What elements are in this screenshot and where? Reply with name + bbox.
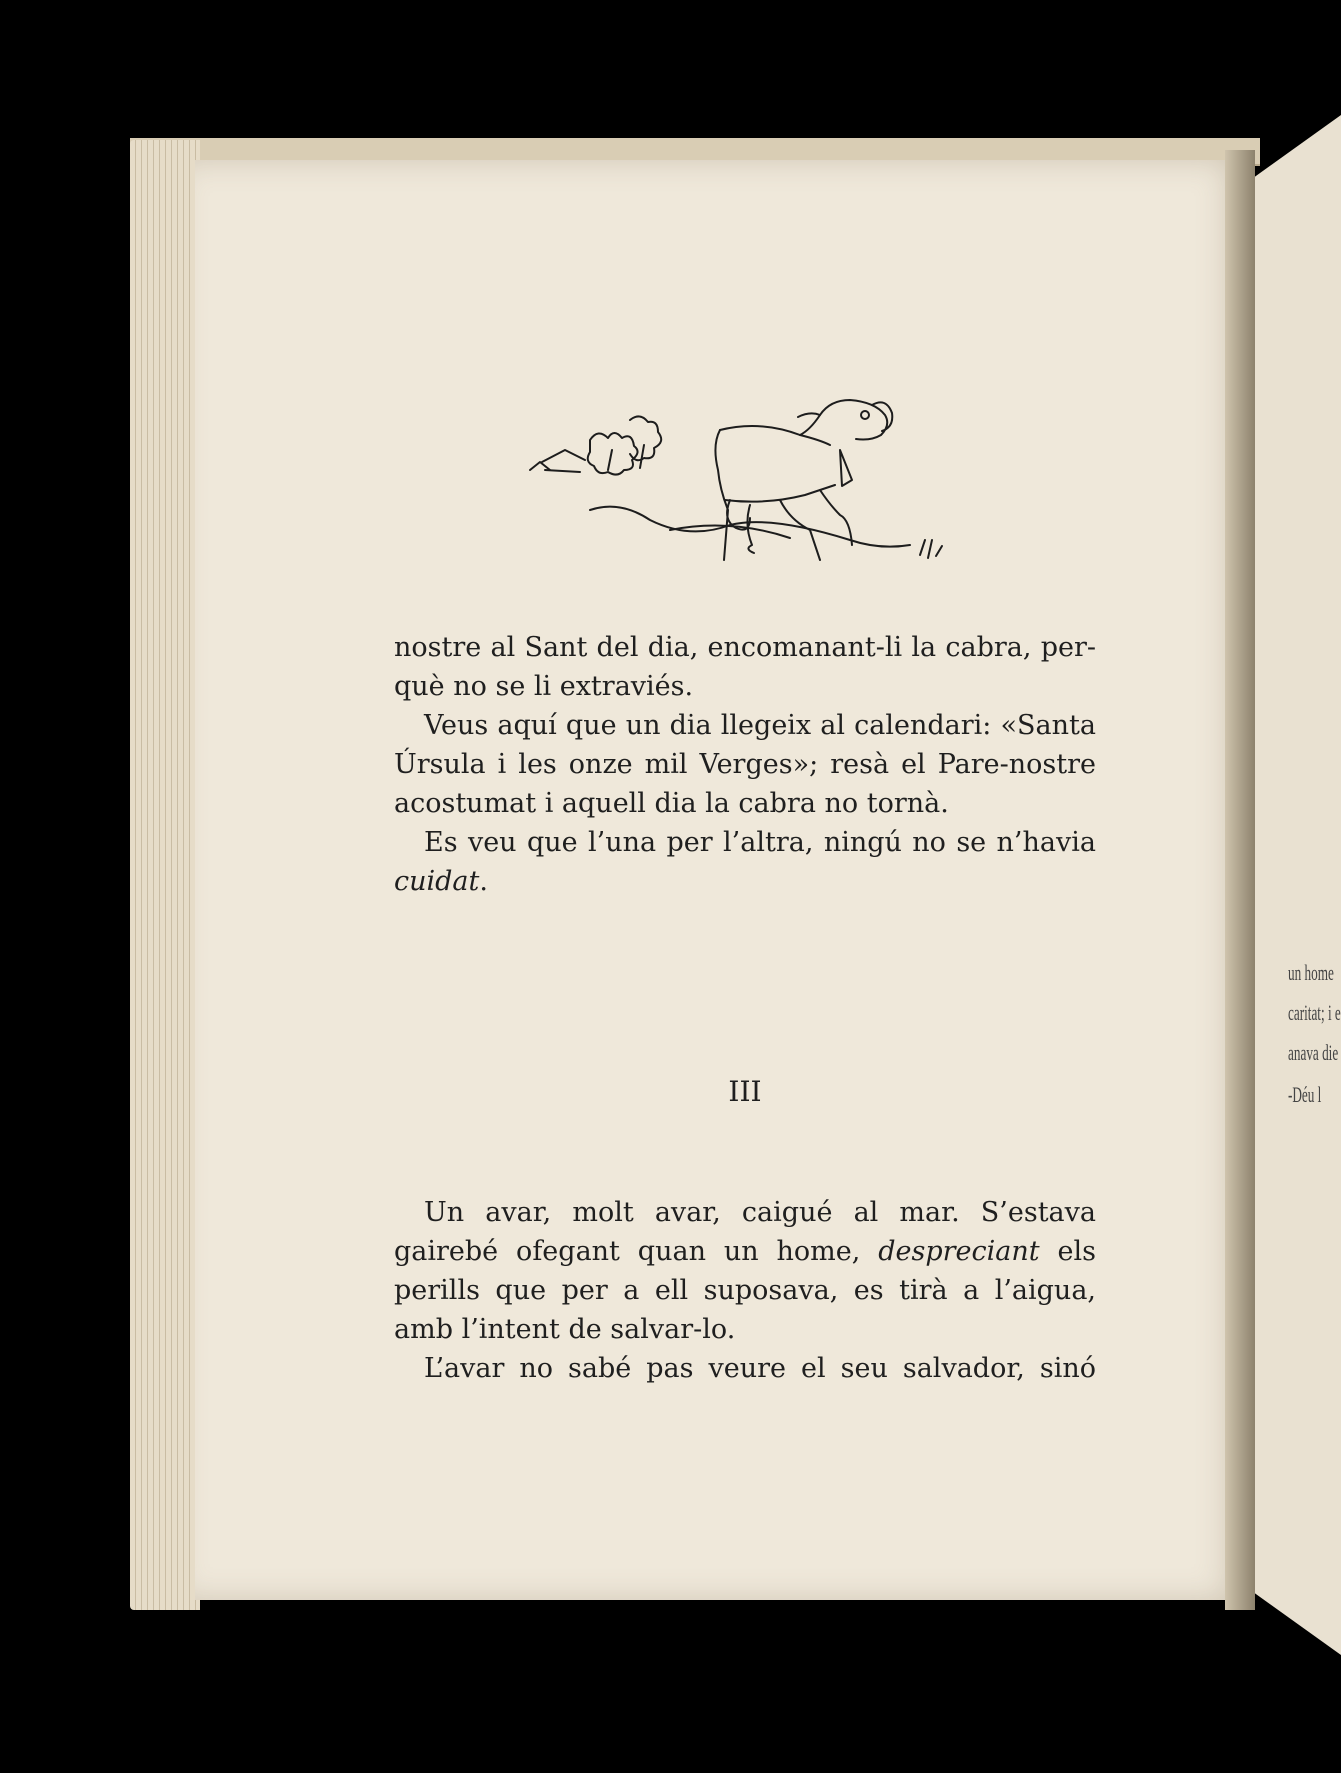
- text-line: Un avar, molt avar, caigué al mar. S’estava: [424, 1197, 1096, 1228]
- punctuation: .: [479, 866, 488, 897]
- page-block-edges: [130, 140, 200, 1610]
- text-line: amb l’intent de salvar-lo.: [394, 1314, 736, 1345]
- text-block-top: [394, 628, 1096, 901]
- section-number: III: [728, 1075, 762, 1108]
- text-line: què no se li extraviés.: [394, 671, 694, 702]
- right-page-fragment: -Déu l: [1288, 1082, 1322, 1107]
- italic-word: despreciant: [878, 1236, 1040, 1267]
- text-segment: els: [1039, 1236, 1096, 1267]
- text-block-bottom: [394, 1193, 1096, 1388]
- goat-illustration: [520, 390, 960, 575]
- text-segment: gairebé ofegant quan un home,: [394, 1236, 879, 1267]
- text-line: Es veu que l’una per l’altra, ningú no se n’havia: [424, 827, 1096, 858]
- text-line: Veus aquí que un dia llegeix al calendari: «Santa: [424, 710, 1096, 741]
- text-line: [394, 1232, 1096, 1271]
- text-line: L’avar no sabé pas veure el seu salvador, sinó: [424, 1353, 1096, 1384]
- text-line: perills que per a ell suposava, es tirà a l’aigua,: [394, 1275, 1096, 1306]
- text-line: acostumat i aquell dia la cabra no tornà.: [394, 788, 949, 819]
- right-page: [1255, 115, 1341, 1655]
- right-page-fragment: anava die: [1288, 1040, 1339, 1065]
- italic-word: cuidat: [394, 866, 480, 897]
- text-line: Úrsula i les onze mil Verges»; resà el Pare-nostre: [394, 749, 1096, 780]
- book-gutter: [1225, 150, 1255, 1610]
- right-page-fragment: un home: [1288, 960, 1334, 985]
- text-line: nostre al Sant del dia, encomanant-li la cabra, per-: [394, 632, 1096, 663]
- right-page-fragment: caritat; i e: [1288, 1000, 1341, 1025]
- text-line: [394, 862, 1096, 901]
